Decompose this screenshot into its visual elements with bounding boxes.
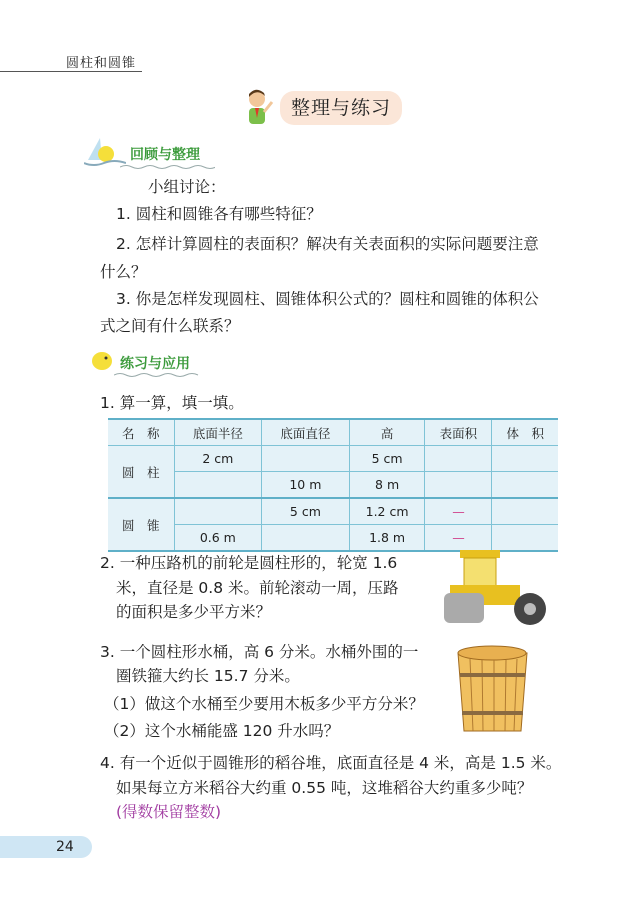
- cell: 1.8 m: [349, 525, 425, 552]
- header-rule: [0, 71, 142, 72]
- page-title: 整理与练习: [280, 91, 402, 125]
- table-row: [108, 472, 558, 499]
- cell: [492, 498, 558, 525]
- header-cell: 名 称: [108, 419, 174, 446]
- header-cell: 底面直径: [262, 419, 350, 446]
- cell: [174, 472, 262, 499]
- cell: 2 cm: [174, 446, 262, 472]
- table-row: [108, 446, 558, 472]
- cell: 1.2 cm: [349, 498, 425, 525]
- cell: [174, 498, 262, 525]
- cell: [262, 446, 350, 472]
- header-cell: 高: [349, 419, 425, 446]
- wooden-bucket-illustration: [455, 643, 530, 735]
- row-label: 圆 锥: [108, 498, 174, 551]
- na-cell: —: [425, 525, 492, 552]
- data-table: [108, 418, 558, 552]
- table-row: [108, 498, 558, 525]
- question-2: 2. 一种压路机的前轮是圆柱形的，轮宽 1.6: [100, 554, 398, 572]
- cell: [425, 472, 492, 499]
- discussion-intro: 小组讨论：: [148, 178, 226, 196]
- cell: 5 cm: [349, 446, 425, 472]
- question-3: 3. 一个圆柱形水桶，高 6 分米。水桶外围的一: [100, 643, 419, 661]
- cell: [425, 446, 492, 472]
- cell: 10 m: [262, 472, 350, 499]
- review-item-cont: 什么？: [100, 263, 147, 281]
- question-4-note: (得数保留整数): [116, 803, 222, 821]
- cell: 8 m: [349, 472, 425, 499]
- review-item: 1. 圆柱和圆锥各有哪些特征？: [116, 205, 322, 223]
- question-3-part-2: （2）这个水桶能盛 120 升水吗？: [104, 722, 340, 740]
- section-heading-review: 回顾与整理: [130, 147, 200, 163]
- header-cell: 表面积: [425, 419, 492, 446]
- cell: [492, 472, 558, 499]
- question-1: 1. 算一算，填一填。: [100, 394, 244, 412]
- road-roller-illustration: [440, 545, 550, 627]
- cell: 5 cm: [262, 498, 350, 525]
- wave-divider: [114, 372, 199, 378]
- question-2-cont: 米，直径是 0.8 米。前轮滚动一周，压路: [116, 579, 399, 597]
- review-item: 3. 你是怎样发现圆柱、圆锥体积公式的？圆柱和圆锥的体积公: [116, 290, 539, 308]
- table-header-row: [108, 419, 558, 446]
- question-4: 4. 有一个近似于圆锥形的稻谷堆，底面直径是 4 米，高是 1.5 米。: [100, 754, 562, 772]
- chapter-header: 圆柱和圆锥: [66, 56, 137, 71]
- review-item-cont: 式之间有什么联系？: [100, 317, 240, 335]
- review-item: 2. 怎样计算圆柱的表面积？解决有关表面积的实际问题要注意: [116, 235, 539, 253]
- question-3-part-1: （1）做这个水桶至少要用木板多少平方分米？: [104, 695, 424, 713]
- cell: 0.6 m: [174, 525, 262, 552]
- question-4-cont: 如果每立方米稻谷大约重 0.55 吨，这堆稻谷大约重多少吨？: [116, 779, 533, 797]
- na-cell: —: [425, 498, 492, 525]
- row-label: 圆 柱: [108, 446, 174, 499]
- header-cell: 体 积: [492, 419, 558, 446]
- section-heading-practice: 练习与应用: [120, 356, 190, 372]
- boy-mascot-icon: [244, 88, 274, 128]
- cell: [262, 525, 350, 552]
- cell: [492, 446, 558, 472]
- question-3-cont: 圈铁箍大约长 15.7 分米。: [116, 667, 300, 685]
- header-cell: 底面半径: [174, 419, 262, 446]
- wave-divider: [120, 164, 215, 170]
- question-2-cont: 的面积是多少平方米？: [116, 603, 272, 621]
- chick-icon: [88, 348, 116, 372]
- page-number: 24: [0, 836, 92, 858]
